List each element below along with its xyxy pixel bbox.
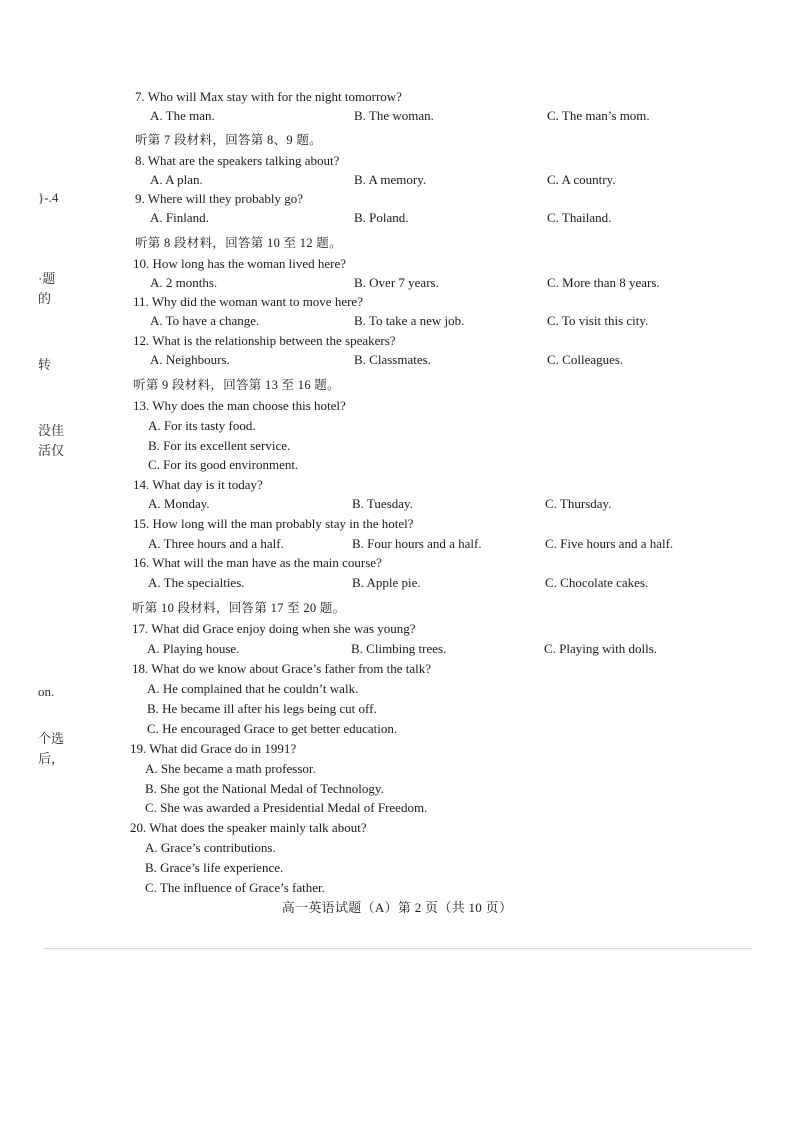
question-text: 17. What did Grace enjoy doing when she was young? xyxy=(132,621,416,636)
question-stem xyxy=(133,254,794,274)
option-c: C. Thursday. xyxy=(545,496,612,511)
option-c: C. Colleagues. xyxy=(547,352,624,367)
question-stem xyxy=(133,475,794,495)
question-stem xyxy=(133,514,794,534)
option-c: C. Thailand. xyxy=(547,210,612,225)
page-footer: 高一英语试题（A）第 2 页（共 10 页） xyxy=(281,900,513,915)
section-text: 听第 10 段材料，回答第 17 至 20 题。 xyxy=(132,601,346,615)
margin-fragment: }-.4 xyxy=(38,190,59,205)
option-b: B. The woman. xyxy=(354,108,434,123)
margin-fragment: 的 xyxy=(38,291,52,306)
option-a: B. She got the National Medal of Technology. xyxy=(145,781,384,796)
question-text: 12. What is the relationship between the speakers? xyxy=(133,333,396,348)
option-a: A. He complained that he couldn’t walk. xyxy=(147,681,359,696)
option-b: B. Classmates. xyxy=(354,352,431,367)
option-a: A. Playing house. xyxy=(147,641,240,656)
option-row xyxy=(133,436,794,456)
option-row xyxy=(132,639,794,659)
option-row xyxy=(130,838,794,858)
margin-fragment: 活仅 xyxy=(38,443,65,458)
option-row xyxy=(135,208,794,228)
option-a: C. For its good environment. xyxy=(148,457,299,472)
option-row xyxy=(130,779,794,799)
option-a: A. Monday. xyxy=(148,496,210,511)
option-row xyxy=(130,858,794,878)
option-row xyxy=(132,699,794,719)
option-row xyxy=(133,455,794,475)
option-row xyxy=(133,534,794,554)
option-b: B. Poland. xyxy=(354,210,409,225)
option-c: C. More than 8 years. xyxy=(547,275,660,290)
option-row xyxy=(135,106,794,126)
question-text: 9. Where will they probably go? xyxy=(135,191,303,206)
margin-fragment: 后， xyxy=(38,751,65,766)
option-a: A. The man. xyxy=(150,108,215,123)
option-row xyxy=(130,878,794,898)
margin-fragment: ·题 xyxy=(38,271,56,286)
question-stem xyxy=(135,151,794,171)
option-a: A. Three hours and a half. xyxy=(148,536,284,551)
option-b: B. Tuesday. xyxy=(352,496,413,511)
option-c: C. Playing with dolls. xyxy=(544,641,658,656)
question-text: 10. How long has the woman lived here? xyxy=(133,256,347,271)
option-c: C. The man’s mom. xyxy=(547,108,650,123)
section-instruction xyxy=(132,598,794,618)
option-a: A. A plan. xyxy=(150,172,203,187)
question-stem xyxy=(135,189,794,209)
option-row xyxy=(130,798,794,818)
section-instruction xyxy=(135,233,794,253)
question-stem xyxy=(133,553,794,573)
option-a: B. Grace’s life experience. xyxy=(145,860,284,875)
option-c: C. A country. xyxy=(547,172,616,187)
question-text: 11. Why did the woman want to move here? xyxy=(133,294,363,309)
question-stem xyxy=(133,396,794,416)
question-text: 20. What does the speaker mainly talk about? xyxy=(130,820,367,835)
question-text: 16. What will the man have as the main course? xyxy=(133,555,382,570)
option-row xyxy=(133,494,794,514)
question-text: 8. What are the speakers talking about? xyxy=(135,153,340,168)
option-c: C. To visit this city. xyxy=(547,313,649,328)
question-stem xyxy=(132,619,794,639)
option-row xyxy=(133,573,794,593)
margin-fragment: 没佳 xyxy=(38,423,65,438)
option-b: B. Four hours and a half. xyxy=(352,536,482,551)
option-a: B. For its excellent service. xyxy=(148,438,291,453)
margin-fragment: 转 xyxy=(38,357,52,372)
question-text: 14. What day is it today? xyxy=(133,477,263,492)
question-stem xyxy=(135,87,794,107)
margin-fragment: 个选 xyxy=(38,731,65,746)
option-b: B. Over 7 years. xyxy=(354,275,439,290)
option-row xyxy=(135,350,794,370)
question-text: 18. What do we know about Grace’s father from the talk? xyxy=(132,661,432,676)
option-b: B. Apple pie. xyxy=(352,575,421,590)
question-stem xyxy=(132,659,794,679)
option-row xyxy=(132,719,794,739)
question-stem xyxy=(130,818,794,838)
option-a: C. She was awarded a Presidential Medal of Freedom. xyxy=(145,800,428,815)
option-b: B. To take a new job. xyxy=(354,313,465,328)
option-b: B. A memory. xyxy=(354,172,427,187)
section-text: 听第 9 段材料，回答第 13 至 16 题。 xyxy=(133,378,340,392)
option-b: B. Climbing trees. xyxy=(351,641,447,656)
option-row xyxy=(135,170,794,190)
question-text: 19. What did Grace do in 1991? xyxy=(130,741,297,756)
option-a: A. To have a change. xyxy=(150,313,260,328)
option-a: A. Finland. xyxy=(150,210,209,225)
section-text: 听第 8 段材料，回答第 10 至 12 题。 xyxy=(135,236,342,250)
option-a: A. For its tasty food. xyxy=(148,418,256,433)
option-a: A. The specialties. xyxy=(148,575,245,590)
question-stem xyxy=(133,331,794,351)
question-stem xyxy=(133,292,794,312)
question-text: 7. Who will Max stay with for the night tomorrow? xyxy=(135,89,402,104)
option-c: C. Five hours and a half. xyxy=(545,536,674,551)
option-a: A. 2 months. xyxy=(150,275,218,290)
margin-fragment: on. xyxy=(38,684,55,699)
option-row xyxy=(133,416,794,436)
option-a: B. He became ill after his legs being cut off. xyxy=(147,701,377,716)
option-row xyxy=(132,679,794,699)
question-text: 13. Why does the man choose this hotel? xyxy=(133,398,346,413)
section-instruction xyxy=(135,130,794,150)
option-row xyxy=(135,311,794,331)
section-text: 听第 7 段材料，回答第 8、9 题。 xyxy=(135,133,322,147)
option-a: A. Neighbours. xyxy=(150,352,230,367)
option-a: A. She became a math professor. xyxy=(145,761,316,776)
option-c: C. Chocolate cakes. xyxy=(545,575,649,590)
option-row xyxy=(135,273,794,293)
sheet-bottom-edge xyxy=(44,948,752,949)
section-instruction xyxy=(133,375,794,395)
option-a: C. The influence of Grace’s father. xyxy=(145,880,325,895)
option-row xyxy=(130,759,794,779)
question-text: 15. How long will the man probably stay in the hotel? xyxy=(133,516,414,531)
option-a: C. He encouraged Grace to get better education. xyxy=(147,721,398,736)
question-stem xyxy=(130,739,794,759)
option-a: A. Grace’s contributions. xyxy=(145,840,276,855)
